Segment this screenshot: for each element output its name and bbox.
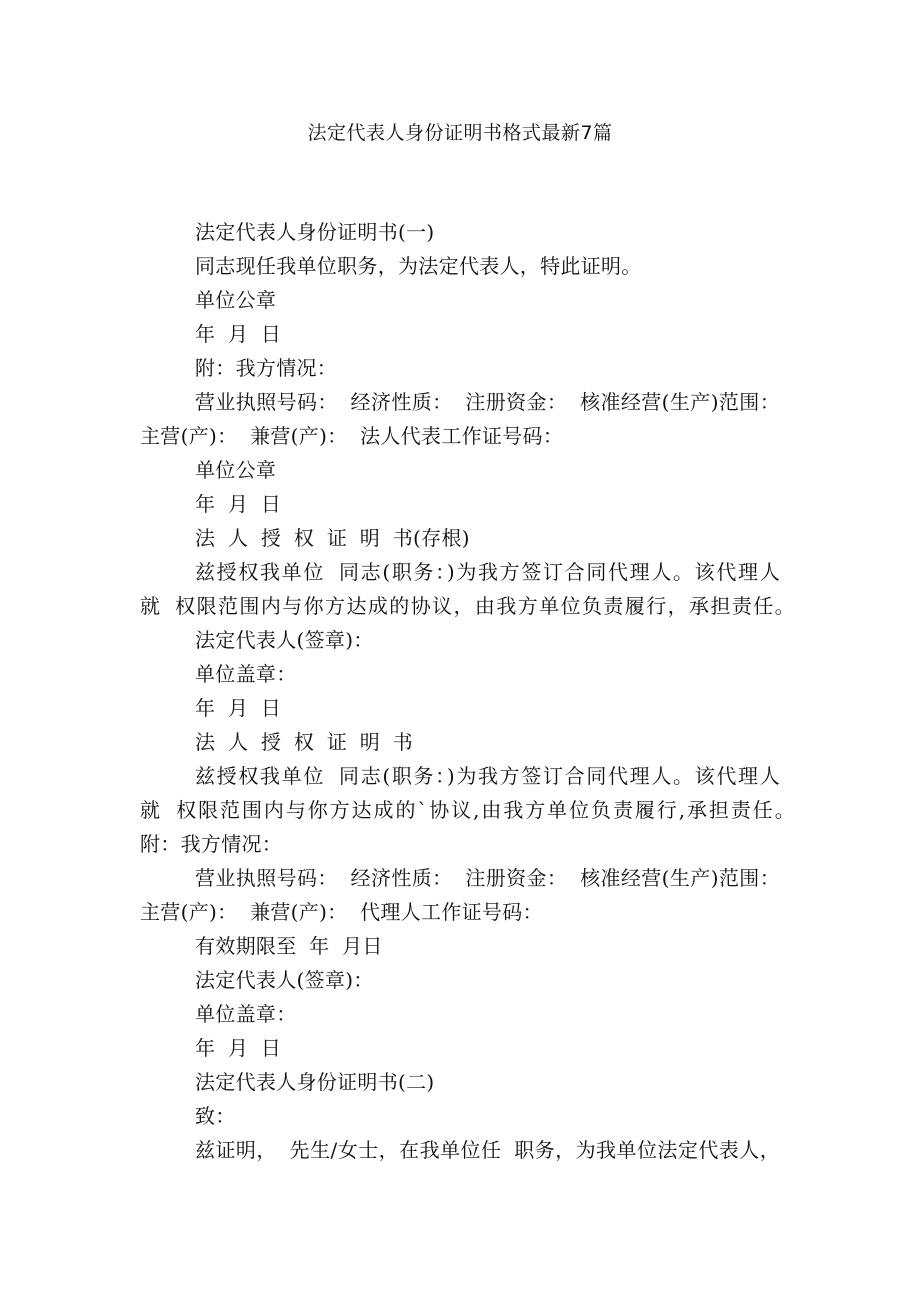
text-line: 单位公章 bbox=[195, 458, 277, 482]
paragraph bbox=[140, 725, 795, 759]
section-heading: 法定代表人身份证明书(一) bbox=[195, 220, 435, 244]
date-line: 年 月 日 bbox=[195, 322, 282, 346]
text-line: 单位盖章： bbox=[195, 662, 297, 686]
paragraph bbox=[140, 691, 795, 725]
date-line: 年 月 日 bbox=[195, 1036, 282, 1060]
paragraph bbox=[140, 487, 795, 521]
date-line: 年 月 日 bbox=[195, 492, 282, 516]
paragraph bbox=[140, 555, 795, 623]
paragraph bbox=[140, 929, 795, 963]
text-line: 法定代表人(签章)： bbox=[195, 628, 374, 652]
paragraph bbox=[140, 997, 795, 1031]
paragraph bbox=[140, 1065, 795, 1099]
paragraph bbox=[140, 317, 795, 351]
text-line: 附：我方情况： bbox=[140, 832, 283, 856]
paragraph bbox=[140, 861, 795, 929]
text-line: 营业执照号码： 经济性质： 注册资金： 核准经营(生产)范围： bbox=[195, 390, 780, 414]
paragraph bbox=[140, 963, 795, 997]
paragraph bbox=[140, 453, 795, 487]
text-line: 同志现任我单位职务，为法定代表人，特此证明。 bbox=[195, 254, 642, 278]
paragraph bbox=[140, 1031, 795, 1065]
section-heading: 法 人 授 权 证 明 书 bbox=[195, 730, 414, 754]
paragraph bbox=[140, 351, 795, 385]
text-line: 兹授权我单位 同志(职务：)为我方签订合同代理人。该代理人 bbox=[195, 764, 780, 788]
text-line: 单位公章 bbox=[195, 288, 277, 312]
paragraph bbox=[140, 521, 795, 555]
paragraph bbox=[140, 657, 795, 691]
text-line: 有效期限至 年 月日 bbox=[195, 934, 383, 958]
text-line: 营业执照号码： 经济性质： 注册资金： 核准经营(生产)范围： bbox=[195, 866, 780, 890]
text-line: 就 权限范围内与你方达成的`协议,由我方单位负责履行,承担责任。 bbox=[140, 798, 795, 822]
text-line: 附：我方情况： bbox=[195, 356, 338, 380]
paragraph bbox=[140, 623, 795, 657]
paragraph bbox=[140, 759, 795, 861]
text-line: 致： bbox=[195, 1104, 236, 1128]
paragraph bbox=[140, 249, 795, 283]
text-line: 兹授权我单位 同志(职务：)为我方签订合同代理人。该代理人 bbox=[195, 560, 780, 584]
text-line: 就 权限范围内与你方达成的协议，由我方单位负责履行，承担责任。 bbox=[140, 594, 795, 618]
paragraph bbox=[140, 1133, 795, 1167]
text-line: 主营(产)： 兼营(产)： 法人代表工作证号码： bbox=[140, 424, 564, 448]
text-line: 主营(产)： 兼营(产)： 代理人工作证号码： bbox=[140, 900, 543, 924]
document-body bbox=[140, 215, 795, 1167]
date-line: 年 月 日 bbox=[195, 696, 282, 720]
paragraph bbox=[140, 215, 795, 249]
text-line: 单位盖章： bbox=[195, 1002, 297, 1026]
paragraph bbox=[140, 385, 795, 453]
paragraph bbox=[140, 1099, 795, 1133]
section-heading: 法定代表人身份证明书(二) bbox=[195, 1070, 435, 1094]
paragraph bbox=[140, 283, 795, 317]
text-line: 法定代表人(签章)： bbox=[195, 968, 374, 992]
section-heading: 法 人 授 权 证 明 书(存根) bbox=[195, 526, 470, 550]
text-line: 兹证明， 先生/女士，在我单位任 职务，为我单位法定代表人， bbox=[195, 1138, 780, 1162]
document-title: 法定代表人身份证明书格式最新7篇 bbox=[307, 122, 613, 144]
